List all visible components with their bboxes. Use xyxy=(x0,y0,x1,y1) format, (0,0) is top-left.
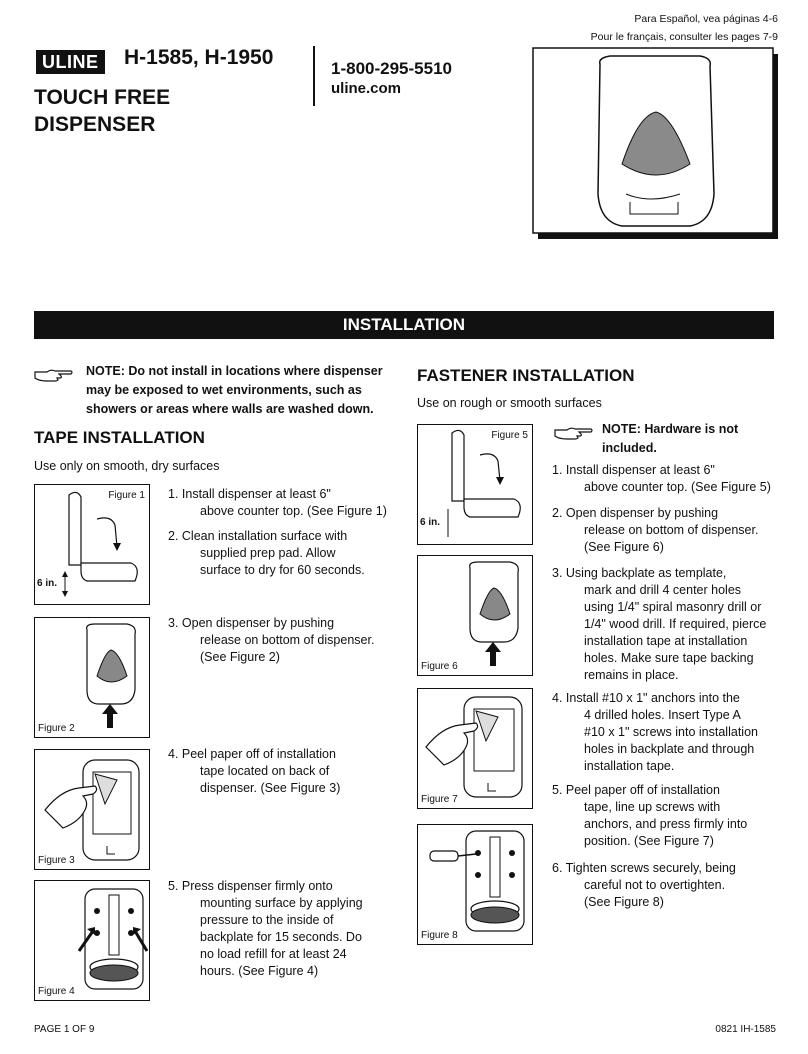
step-line: 4 drilled holes. Insert Type A xyxy=(584,708,741,722)
tape-step-4 xyxy=(168,746,419,797)
step-line: release on bottom of dispenser. xyxy=(200,633,375,647)
step-line: holes in backplate and through xyxy=(584,742,755,756)
step-line: 2. Open dispenser by pushing xyxy=(552,506,719,520)
step-line: mounting surface by applying xyxy=(200,896,363,910)
note-line: NOTE: Do not install in locations where dispenser xyxy=(86,364,383,378)
step-line: 1. Install dispenser at least 6" xyxy=(168,487,331,501)
step-line: 1. Install dispenser at least 6" xyxy=(552,463,715,477)
step-line: tape, line up screws with xyxy=(584,800,721,814)
step-line: dispenser. (See Figure 3) xyxy=(200,781,341,795)
title-line-1: TOUCH FREE xyxy=(34,86,171,109)
tape-step-2 xyxy=(168,528,419,579)
uline-logo: ULINE xyxy=(36,50,105,74)
figure-label: Figure 5 xyxy=(491,430,528,441)
height-label: 6 in. xyxy=(420,517,441,528)
product-illustration xyxy=(530,44,782,244)
height-label: 6 in. xyxy=(37,578,58,589)
note-line: showers or areas where walls are washed down. xyxy=(86,402,374,416)
step-line: hours. (See Figure 4) xyxy=(200,964,319,978)
figure-5 xyxy=(417,424,533,545)
figure-4 xyxy=(34,880,150,1001)
pointing-hand-icon xyxy=(33,366,75,384)
figure-7 xyxy=(417,688,533,809)
step-line: careful not to overtighten. xyxy=(584,878,726,892)
figure-3 xyxy=(34,749,150,870)
figure-6 xyxy=(417,555,533,676)
step-line: no load refill for at least 24 xyxy=(200,947,347,961)
step-line: 3. Open dispenser by pushing xyxy=(168,616,335,630)
note-line: NOTE: Hardware is not xyxy=(602,422,739,436)
figure-label: Figure 8 xyxy=(421,930,458,941)
step-line: backplate for 15 seconds. Do xyxy=(200,930,362,944)
figure-label: Figure 4 xyxy=(38,986,75,997)
step-line: #10 x 1" screws into installation xyxy=(584,725,758,739)
step-line: mark and drill 4 center holes xyxy=(584,583,742,597)
fastener-step-4 xyxy=(552,690,798,775)
fastener-step-5 xyxy=(552,782,798,850)
figure-2 xyxy=(34,617,150,738)
step-line: 1/4" wood drill. If required, pierce xyxy=(584,617,767,631)
figure-label: Figure 2 xyxy=(38,723,75,734)
step-line: 5. Peel paper off of installation xyxy=(552,783,720,797)
step-line: anchors, and press firmly into xyxy=(584,817,748,831)
step-line: release on bottom of dispenser. xyxy=(584,523,759,537)
page-number: PAGE 1 OF 9 xyxy=(34,1024,95,1035)
step-line: 2. Clean installation surface with xyxy=(168,529,348,543)
step-line: remains in place. xyxy=(584,668,679,682)
fastener-step-1 xyxy=(552,462,798,496)
model-numbers: H-1585, H-1950 xyxy=(124,46,274,69)
spanish-pages-note: Para Español, vea páginas 4-6 xyxy=(634,13,778,25)
figure-label: Figure 1 xyxy=(108,490,145,501)
step-line: 5. Press dispenser firmly onto xyxy=(168,879,333,893)
tape-step-3 xyxy=(168,615,419,666)
step-line: above counter top. (See Figure 1) xyxy=(200,504,387,518)
step-line: 6. Tighten screws securely, being xyxy=(552,861,736,875)
step-line: using 1/4" spiral masonry drill or xyxy=(584,600,762,614)
note-line: may be exposed to wet environments, such as xyxy=(86,383,362,397)
step-line: (See Figure 2) xyxy=(200,650,280,664)
fastener-installation-subheading: Use on rough or smooth surfaces xyxy=(417,396,602,410)
step-line: position. (See Figure 7) xyxy=(584,834,714,848)
pointing-hand-icon xyxy=(553,424,595,442)
step-line: (See Figure 8) xyxy=(584,895,664,909)
step-line: 4. Peel paper off of installation xyxy=(168,747,336,761)
figure-label: Figure 3 xyxy=(38,855,75,866)
fastener-step-2 xyxy=(552,505,798,556)
title-line-2: DISPENSER xyxy=(34,113,156,136)
fastener-installation-heading: FASTENER INSTALLATION xyxy=(417,366,635,385)
fastener-step-3 xyxy=(552,565,798,684)
note-line: included. xyxy=(602,441,657,455)
figure-1 xyxy=(34,484,150,605)
step-line: pressure to the inside of xyxy=(200,913,334,927)
document-code: 0821 IH-1585 xyxy=(715,1024,776,1035)
step-line: installation tape. xyxy=(584,759,675,773)
french-pages-note: Pour le français, consulter les pages 7-9 xyxy=(590,31,778,43)
left-warning-note xyxy=(86,362,406,419)
right-hardware-note xyxy=(602,420,782,458)
step-line: supplied prep pad. Allow xyxy=(200,546,336,560)
tape-step-5 xyxy=(168,878,419,980)
step-line: above counter top. (See Figure 5) xyxy=(584,480,771,494)
website: uline.com xyxy=(331,80,402,97)
page-title xyxy=(34,84,294,138)
step-line: 4. Install #10 x 1" anchors into the xyxy=(552,691,740,705)
step-line: tape located on back of xyxy=(200,764,330,778)
figure-label: Figure 7 xyxy=(421,794,458,805)
tape-installation-subheading: Use only on smooth, dry surfaces xyxy=(34,459,220,473)
installation-banner: INSTALLATION xyxy=(34,311,774,339)
step-line: 3. Using backplate as template, xyxy=(552,566,727,580)
figure-label: Figure 6 xyxy=(421,661,458,672)
figure-8 xyxy=(417,824,533,945)
step-line: installation tape at installation xyxy=(584,634,748,648)
tape-installation-heading: TAPE INSTALLATION xyxy=(34,428,205,447)
phone-number: 1-800-295-5510 xyxy=(331,59,452,78)
header-divider xyxy=(313,46,315,106)
step-line: holes. Make sure tape backing xyxy=(584,651,754,665)
step-line: (See Figure 6) xyxy=(584,540,664,554)
step-line: surface to dry for 60 seconds. xyxy=(200,563,365,577)
tape-step-1 xyxy=(168,486,419,520)
fastener-step-6 xyxy=(552,860,798,911)
